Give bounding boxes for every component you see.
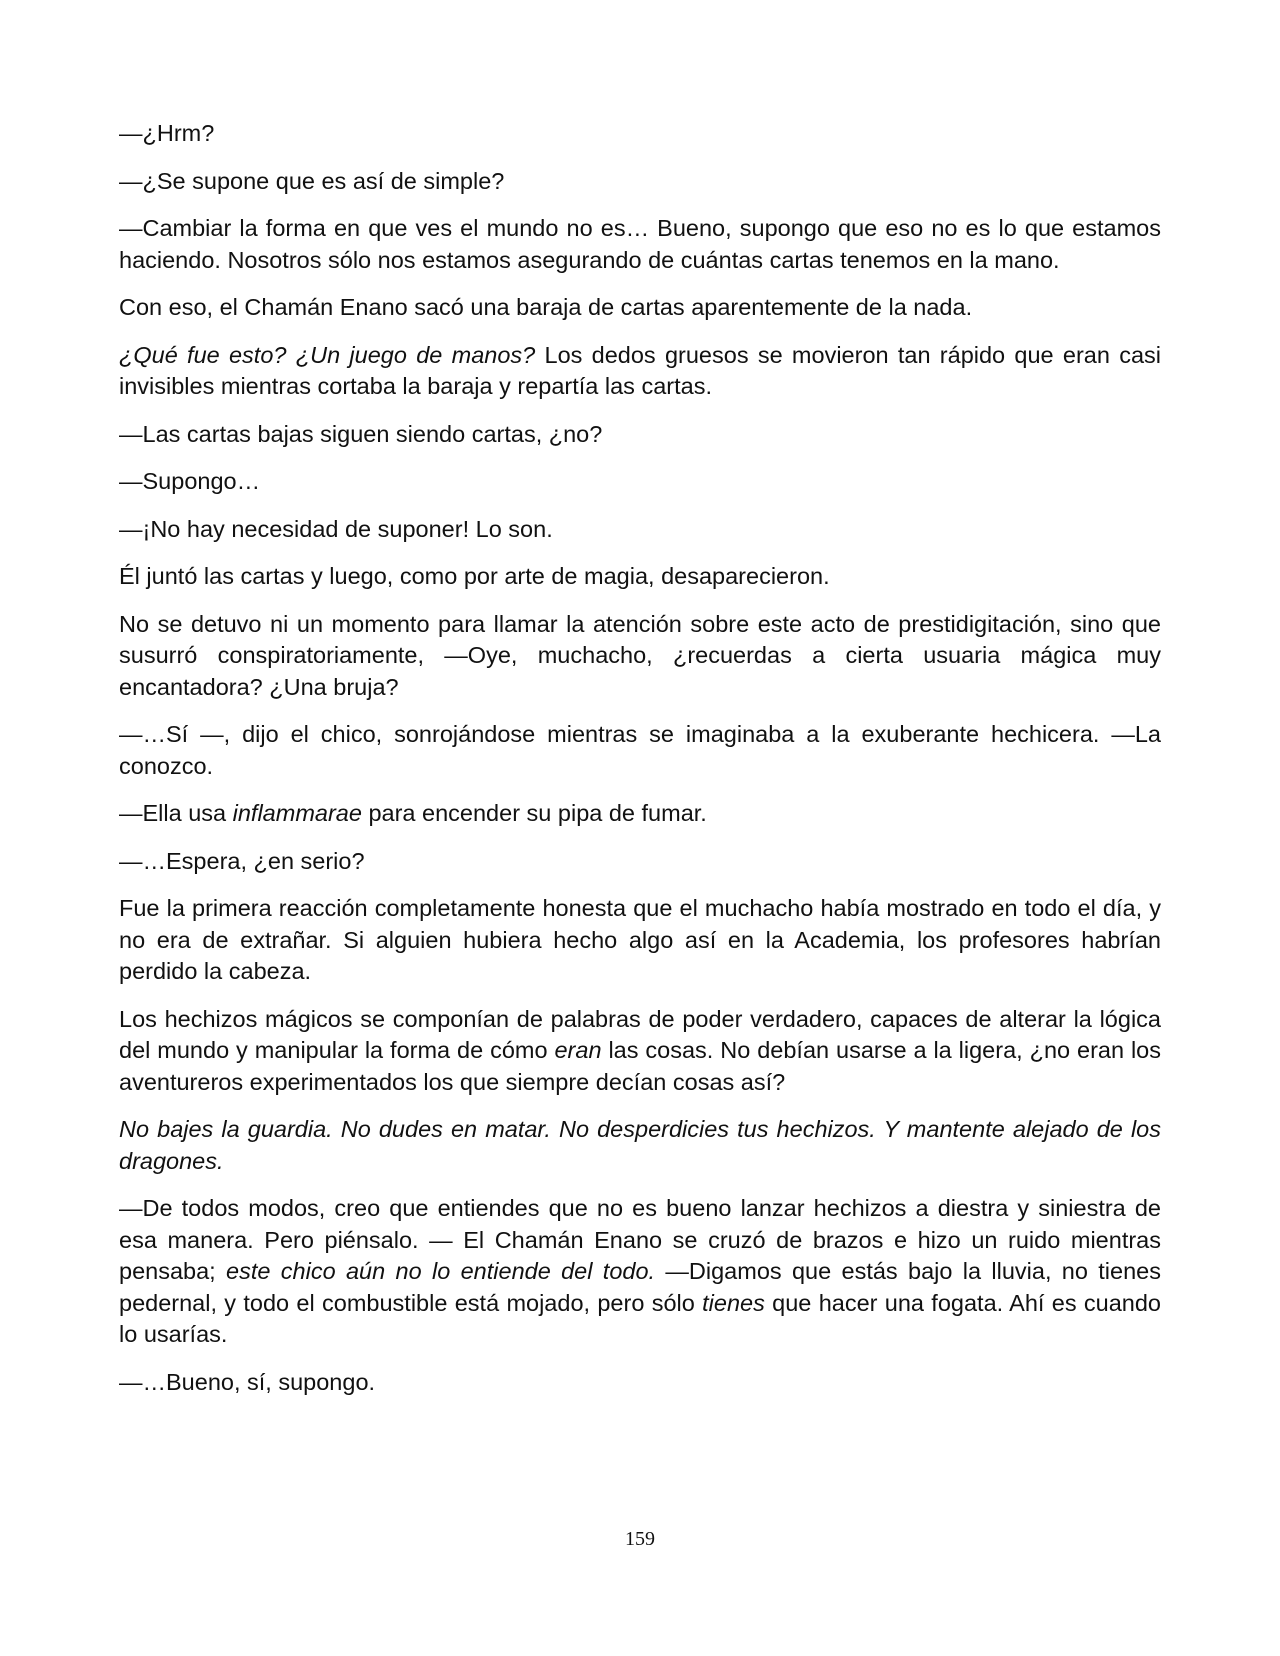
italic-text: No bajes la guardia. No dudes en matar. No desperdicies tus hechizos. Y mantente alejado de los dragones.: [119, 1116, 1161, 1174]
page-number: 159: [625, 1528, 655, 1550]
paragraph: [119, 166, 1161, 198]
paragraph: [119, 893, 1161, 988]
text-run: para encender su pipa de fumar.: [361, 800, 707, 826]
paragraph: [119, 1004, 1161, 1099]
text-run: —¡No hay necesidad de suponer! Lo son.: [119, 515, 553, 542]
italic-text: inflammarae: [232, 800, 362, 826]
text-run: las cosas. No debían usarse a la ligera, ¿no eran los aventureros experimentados los que siempre decían cosas así?: [119, 1037, 1161, 1095]
text-run: que hacer una fogata. Ahí es cuando lo usarías.: [119, 1289, 1161, 1347]
paragraph: [119, 213, 1161, 276]
italic-text: este chico aún no lo entiende del todo.: [226, 1258, 656, 1284]
paragraph: [119, 466, 1161, 498]
text-run: —…Espera, ¿en serio?: [119, 847, 365, 874]
paragraph: [119, 514, 1161, 546]
paragraph: [119, 1114, 1161, 1177]
text-run: —…Bueno, sí, supongo.: [119, 1368, 376, 1395]
italic-text: tienes: [702, 1289, 765, 1316]
paragraph: [119, 1193, 1161, 1351]
paragraph: [119, 798, 1161, 830]
text-run: —Digamos que estás bajo la lluvia, no tienes pedernal, y todo el combustible está mojado, pero sólo: [119, 1258, 1161, 1316]
paragraph: [119, 292, 1161, 324]
paragraph: [119, 340, 1161, 403]
paragraph: [119, 419, 1161, 451]
text-run: —Ella usa: [119, 800, 233, 826]
text-run: —Supongo…: [119, 468, 261, 494]
paragraph: [119, 846, 1161, 878]
italic-text: ¿Qué fue esto? ¿Un juego de manos?: [119, 341, 536, 368]
paragraph: [119, 561, 1161, 593]
text-run: —¿Hrm?: [119, 120, 215, 146]
paragraph: [119, 118, 1161, 150]
text-run: —De todos modos, creo que entiendes que no es bueno lanzar hechizos a diestra y siniestra de esa manera. Pero piénsalo. — El Chamán Enano se cruzó de brazos e hizo un ruido mientras pensaba;: [119, 1195, 1161, 1284]
text-run: —¿Se supone que es así de simple?: [119, 167, 505, 194]
text-run: Con eso, el Chamán Enano sacó una baraja de cartas aparentemente de la nada.: [119, 294, 973, 320]
text-run: Los hechizos mágicos se componían de palabras de poder verdadero, capaces de alterar la lógica del mundo y manipular la forma de cómo: [119, 1005, 1161, 1063]
text-run: No se detuvo ni un momento para llamar la atención sobre este acto de prestidigitación, sino que susurró conspiratoriamente, —Oye, muchacho, ¿recuerdas a cierta usuaria mágica muy encantadora? ¿Una bruja?: [119, 610, 1161, 700]
text-run: —…Sí —, dijo el chico, sonrojándose mientras se imaginaba a la exuberante hechicera. —La conozco.: [119, 721, 1161, 779]
paragraph: [119, 609, 1161, 704]
text-run: —Cambiar la forma en que ves el mundo no es… Bueno, supongo que eso no es lo que estamos haciendo. Nosotros sólo nos estamos asegurando de cuántas cartas tenemos en la mano.: [119, 215, 1161, 273]
paragraph: [119, 719, 1161, 782]
paragraph: [119, 1367, 1161, 1399]
text-run: Los dedos gruesos se movieron tan rápido que eran casi invisibles mientras cortaba la baraja y repartía las cartas.: [119, 341, 1161, 399]
text-run: Él juntó las cartas y luego, como por arte de magia, desaparecieron.: [119, 563, 830, 589]
italic-text: eran: [554, 1037, 602, 1063]
text-run: —Las cartas bajas siguen siendo cartas, ¿no?: [119, 420, 603, 447]
text-run: Fue la primera reacción completamente honesta que el muchacho había mostrado en todo el día, y no era de extrañar. Si alguien hubiera hecho algo así en la Academia, los profesores habrían perdido la cabeza.: [119, 895, 1161, 984]
body-text: [119, 118, 1161, 1414]
